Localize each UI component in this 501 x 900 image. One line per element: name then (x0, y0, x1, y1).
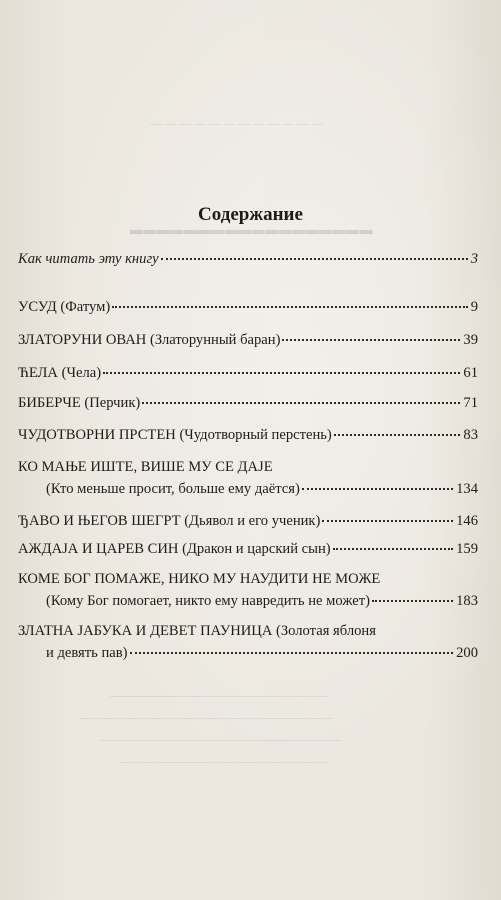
toc-entry-subtitle: и девять пав) (46, 645, 128, 661)
show-through-text: ▬▬▬▬▬▬▬▬▬▬▬▬▬▬▬▬▬▬ (130, 222, 373, 237)
toc-entry-page: 183 (456, 593, 478, 609)
toc-entry-page: 3 (470, 251, 478, 267)
page-title: Содержание (198, 204, 303, 225)
toc-entry-title: Как читать эту книгу (18, 251, 159, 267)
show-through-text: —————————————————————— (80, 712, 333, 724)
leader-dots (282, 338, 460, 341)
toc-entry-page: 83 (463, 427, 478, 443)
leader-dots (103, 371, 460, 374)
toc-entry (18, 298, 478, 317)
leader-dots (302, 487, 453, 490)
toc-entry-title: КОМЕ БОГ ПОМАЖЕ, НИКО МУ НАУДИТИ НЕ МОЖЕ (18, 571, 381, 587)
toc-entry (18, 458, 478, 499)
toc-entry-page: 200 (456, 645, 478, 661)
toc-entry (18, 570, 478, 611)
toc-entry-page: 71 (463, 395, 478, 411)
toc-entry-title: ЧУДОТВОРНИ ПРСТЕН (Чудотворный перстень) (18, 427, 332, 443)
show-through-text: —————————————————— (120, 756, 327, 768)
leader-dots (161, 257, 468, 260)
toc-entry-page: 159 (456, 541, 478, 557)
toc-entry (18, 426, 478, 445)
toc-entry (18, 512, 478, 531)
toc-entry-page: 9 (470, 299, 478, 315)
toc-entry (18, 331, 478, 350)
leader-dots (333, 547, 453, 550)
toc-entry-page: 61 (463, 365, 478, 381)
show-through-text: ————————————————————— (100, 734, 342, 746)
toc-entry (18, 250, 478, 269)
toc-entry-title: ЋЕЛА (Чела) (18, 365, 102, 381)
leader-dots (372, 599, 453, 602)
toc-entry-page: 134 (456, 481, 478, 497)
toc-entry-title: КО МАЊЕ ИШТЕ, ВИШЕ МУ СЕ ДАЈЕ (18, 459, 273, 475)
toc-entry-title: ЗЛАТНА ЈАБУКА И ДЕВЕТ ПАУНИЦА (Золотая яблоня (18, 623, 376, 639)
toc-entry-title: ЂАВО И ЊЕГОВ ШЕГРТ (Дьявол и его ученик) (18, 513, 321, 529)
show-through-text: — — — — — — — — — — — — (150, 118, 324, 130)
toc-entry (18, 394, 478, 413)
toc-entry-page: 146 (456, 513, 478, 529)
toc-entry-title: БИБЕРЧЕ (Перчик) (18, 395, 141, 411)
leader-dots (142, 401, 460, 404)
leader-dots (130, 651, 454, 654)
leader-dots (322, 519, 453, 522)
toc-entry-subtitle: (Кто меньше просит, больше ему даётся) (46, 481, 300, 497)
leader-dots (334, 433, 461, 436)
toc-entry (18, 540, 478, 559)
toc-entry-title: ЗЛАТОРУНИ ОВАН (Златорунный баран) (18, 332, 281, 348)
leader-dots (112, 305, 467, 308)
toc-entry (18, 364, 478, 383)
toc-entry (18, 622, 478, 663)
show-through-text: ——————————————————— (110, 690, 329, 702)
toc-entry-page: 39 (463, 332, 478, 348)
toc-entry-title: АЖДАЈА И ЦАРЕВ СИН (Дракон и царский сын) (18, 541, 331, 557)
toc-entry-subtitle: (Кому Бог помогает, никто ему навредить не может) (46, 593, 370, 609)
toc-entry-title: УСУД (Фатум) (18, 299, 111, 315)
